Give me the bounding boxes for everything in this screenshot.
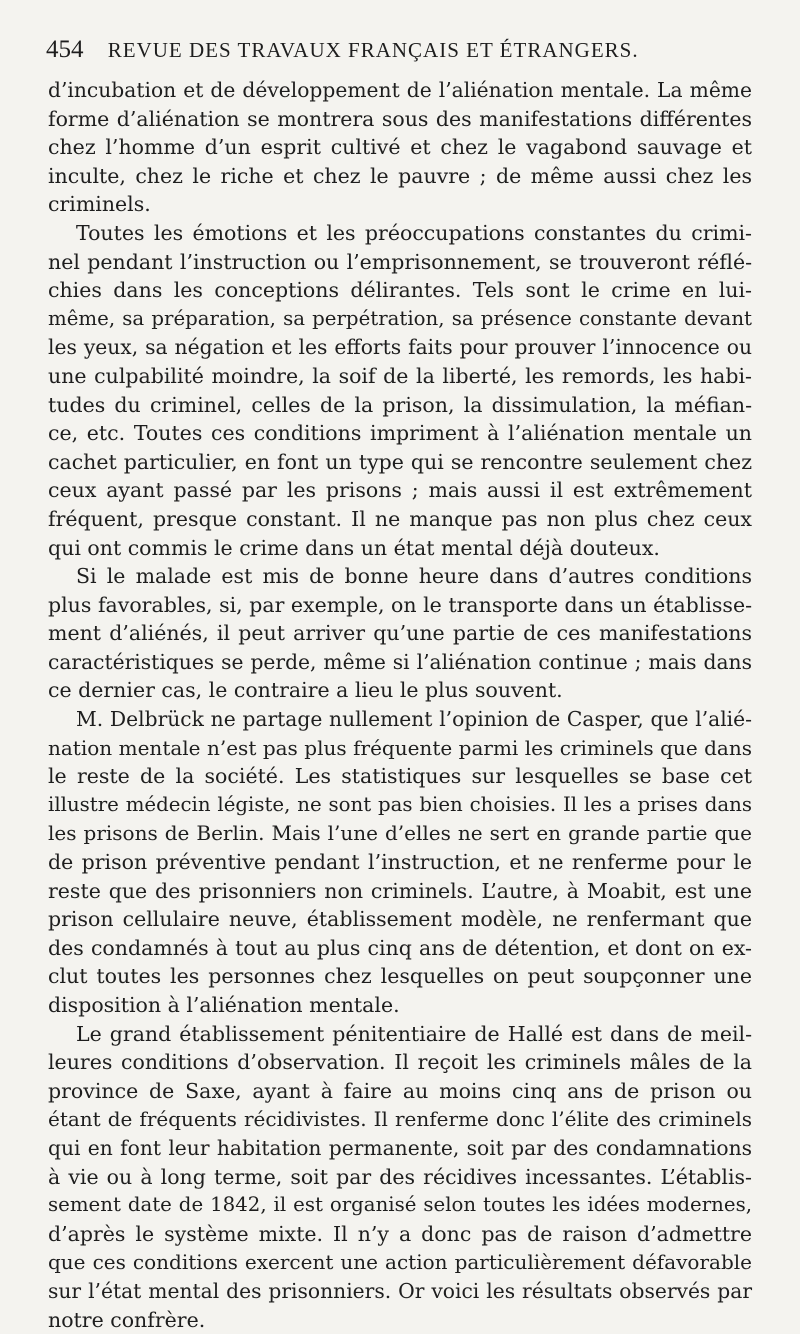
text-line: les yeux, sa négation et les efforts faits pour prouver l’innocence ou (48, 335, 752, 360)
text-line: ce, etc. Toutes ces conditions impriment à l’aliénation mentale un (48, 421, 752, 446)
paragraph-first-line: Si le malade est mis de bonne heure dans d’autres conditions (76, 564, 752, 589)
text-line: d’après le système mixte. Il n’y a donc pas de raison d’admettre (48, 1221, 752, 1246)
text-line: nation mentale n’est pas plus fréquente parmi les criminels que dans (48, 735, 752, 760)
text-line: plus favorables, si, par exemple, on le transporte dans un établisse- (48, 592, 752, 617)
text-line: ceux ayant passé par les prisons ; mais aussi il est extrêmement (48, 478, 752, 503)
text-line: chez l’homme d’un esprit cultivé et chez le vagabond sauvage et (48, 135, 752, 160)
text-line: fréquent, presque constant. Il ne manque pas non plus chez ceux (48, 506, 752, 531)
text-line: le reste de la société. Les statistiques sur lesquelles se base cet (48, 764, 752, 789)
text-line: sement date de 1842, il est organisé selon toutes les idées modernes, (48, 1193, 752, 1217)
text-line: qui en font leur habitation permanente, soit par des condamnations (48, 1135, 752, 1160)
text-line: leures conditions d’observation. Il reçoit les criminels mâles de la (48, 1050, 752, 1075)
text-line: chies dans les conceptions délirantes. Tels sont le crime en lui- (48, 278, 752, 303)
text-line: disposition à l’aliénation mentale. (48, 993, 400, 1017)
text-line: illustre médecin légiste, ne sont pas bien choisies. Il les a prises dans (48, 792, 752, 816)
text-line: criminels. (48, 192, 151, 217)
paragraph-first-line: M. Delbrück ne partage nullement l’opinion de Casper, que l’alié- (76, 707, 752, 732)
page-body (48, 76, 752, 1334)
text-line: les prisons de Berlin. Mais l’une d’elles ne sert en grande partie que (48, 821, 752, 846)
running-header (46, 36, 746, 64)
text-line: inculte, chez le riche et chez le pauvre ; de même aussi chez les (48, 163, 752, 188)
text-line: clut toutes les personnes chez lesquelles on peut soupçonner une (48, 964, 752, 989)
text-line: de prison préventive pendant l’instruction, et ne renferme pour le (48, 850, 752, 875)
text-line: des condamnés à tout au plus cinq ans de détention, et dont on ex- (48, 935, 752, 960)
paragraph-first-line: Le grand établissement pénitentiaire de Hallé est dans de meil- (76, 1021, 752, 1046)
text-line: reste que des prisonniers non criminels. L’autre, à Moabit, est une (48, 878, 752, 903)
text-line: que ces conditions exercent une action particulièrement défavorable (48, 1250, 752, 1275)
text-line: étant de fréquents récidivistes. Il renferme donc l’élite des criminels (48, 1107, 752, 1132)
text-line: d’incubation et de développement de l’aliénation mentale. La même (48, 78, 752, 102)
text-line: caractéristiques se perde, même si l’aliénation continue ; mais dans (48, 649, 752, 674)
text-line: prison cellulaire neuve, établissement modèle, ne renfermant que (48, 907, 752, 932)
page-number: 454 (46, 36, 84, 63)
text-line: ce dernier cas, le contraire a lieu le plus souvent. (48, 678, 563, 703)
text-line: ment d’aliénés, il peut arriver qu’une partie de ces manifestations (48, 621, 752, 646)
text-line: forme d’aliénation se montrera sous des manifestations différentes (48, 106, 752, 131)
text-line: qui ont commis le crime dans un état mental déjà douteux. (48, 535, 660, 560)
text-line: sur l’état mental des prisonniers. Or voici les résultats observés par (48, 1278, 752, 1303)
text-line: à vie ou à long terme, soit par des récidives incessantes. L’établis- (48, 1164, 752, 1189)
running-title: REVUE DES TRAVAUX FRANÇAIS ET ÉTRANGERS. (107, 38, 639, 62)
paragraph-first-line: Toutes les émotions et les préoccupations constantes du crimi- (76, 220, 752, 245)
text-line: même, sa préparation, sa perpétration, sa présence constante devant (48, 306, 752, 330)
text-line: notre confrère. (48, 1307, 206, 1332)
text-line: cachet particulier, en font un type qui se rencontre seulement chez (48, 449, 752, 474)
text-line: nel pendant l’instruction ou l’emprisonnement, se trouveront réflé- (48, 249, 752, 274)
text-line: une culpabilité moindre, la soif de la liberté, les remords, les habi- (48, 363, 752, 388)
text-line: province de Saxe, ayant à faire au moins cinq ans de prison ou (48, 1078, 752, 1103)
text-line: tudes du criminel, celles de la prison, la dissimulation, la méfian- (48, 392, 752, 417)
